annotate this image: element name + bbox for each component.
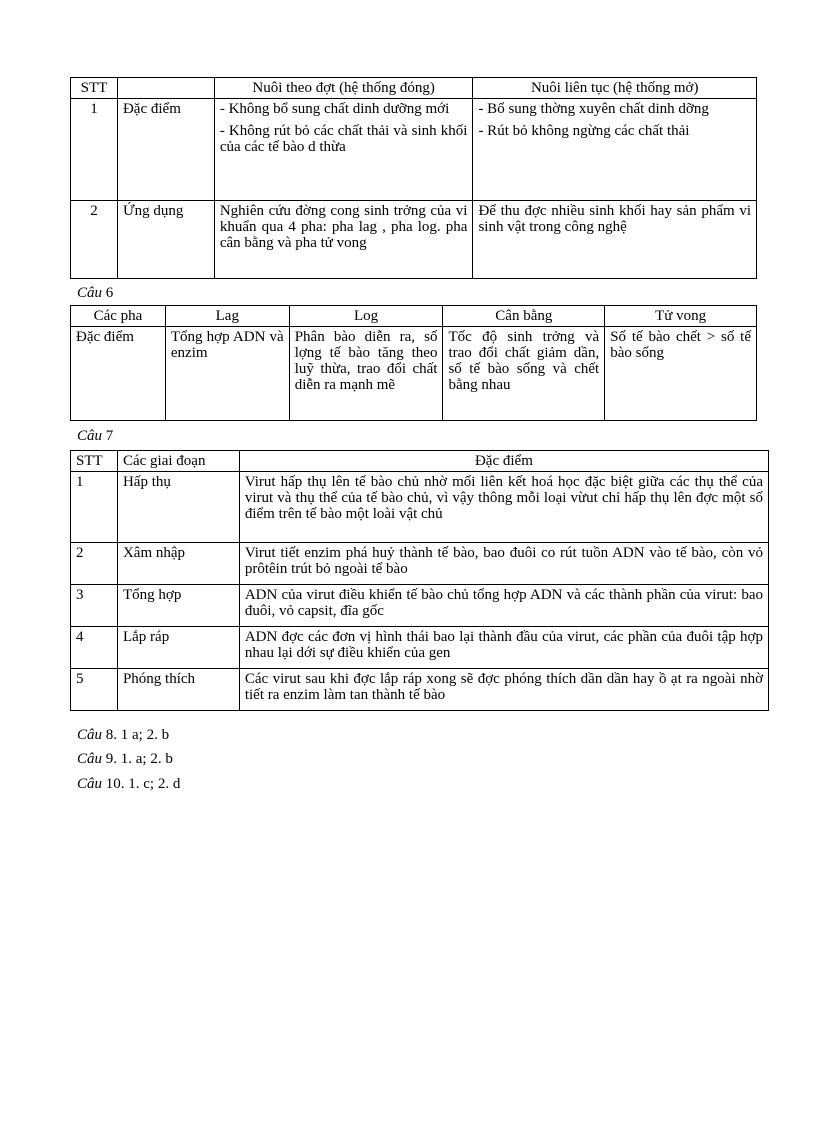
row-desc: Virut hấp thụ lên tế bào chủ nhờ mối liên kết hoá học đặc biệt giữa các thụ thể của virut và thụ thể của tế bào chủ, vì vậy thông mỗi loại vừut chỉ hấp thụ lên đợc một số điểm trên tế bào một loài vật chủ	[239, 472, 768, 543]
open-point: - Rút bỏ không ngừng các chất thải	[478, 123, 690, 139]
question-word: Câu	[77, 727, 103, 743]
open-cell	[473, 99, 757, 201]
header-phases: Các pha	[71, 306, 166, 327]
header-stt: STT	[71, 451, 118, 472]
growth-phase-table	[70, 305, 757, 421]
row-desc: ADN của virut điều khiển tế bào chủ tổng hợp ADN và các thành phần của virut: bao đuôi, vỏ capsit, đĩa gốc	[239, 585, 768, 627]
row-stt: 3	[71, 585, 118, 627]
row-stt: 2	[71, 201, 118, 279]
table-header-row	[71, 451, 769, 472]
stationary-cell: Tốc độ sinh trởng và trao đổi chất giảm dần, số tế bào sống và chết bằng nhau	[443, 327, 605, 421]
question-word: Câu	[77, 776, 103, 792]
closed-cell: Nghiên cứu đờng cong sinh trởng của vi khuẩn qua 4 pha: pha lag , pha log. pha cân bằng và pha tử vong	[214, 201, 473, 279]
header-death: Tử vong	[605, 306, 757, 327]
row-stage: Tổng hợp	[117, 585, 239, 627]
closed-point: - Không rút bỏ các chất thải và sinh khối của các tế bào d thừa	[219, 123, 468, 155]
row-stt: 1	[71, 99, 118, 201]
table-row	[71, 543, 769, 585]
question-number: 6	[105, 285, 114, 301]
open-cell: Để thu đợc nhiều sinh khối hay sản phẩm vi sinh vật trong công nghệ	[473, 201, 757, 279]
row-stt: 1	[71, 472, 118, 543]
header-blank	[117, 78, 214, 99]
row-stage: Lắp ráp	[117, 627, 239, 669]
row-stt: 4	[71, 627, 118, 669]
question-word: Câu	[77, 751, 103, 767]
closed-point: - Không bổ sung chất dinh dưỡng mới	[219, 101, 450, 117]
row-label: Đặc điểm	[117, 99, 214, 201]
header-open-system: Nuôi liên tục (hệ thống mở)	[473, 78, 757, 99]
table-header-row	[71, 78, 757, 99]
question-word: Câu	[77, 285, 103, 301]
open-point: - Bổ sung thờng xuyên chất dinh dỡng	[478, 101, 709, 117]
table-row	[71, 585, 769, 627]
header-log: Log	[289, 306, 443, 327]
answer-10	[77, 776, 180, 793]
death-cell: Số tế bào chết > số tế bào sống	[605, 327, 757, 421]
row-stage: Phóng thích	[117, 669, 239, 711]
header-stages: Các giai đoạn	[117, 451, 239, 472]
header-lag: Lag	[165, 306, 289, 327]
answer-text: 9. 1. a; 2. b	[105, 751, 173, 767]
header-closed-system: Nuôi theo đợt (hệ thống đóng)	[214, 78, 473, 99]
row-stage: Hấp thụ	[117, 472, 239, 543]
answer-text: 10. 1. c; 2. d	[105, 776, 181, 792]
table-row	[71, 99, 757, 201]
question-number: 7	[105, 428, 114, 444]
header-features: Đặc điểm	[239, 451, 768, 472]
header-stt: STT	[71, 78, 118, 99]
answer-text: 8. 1 a; 2. b	[105, 727, 170, 743]
question-6-label	[77, 285, 113, 302]
question-7-label	[77, 428, 113, 445]
row-desc: Virut tiết enzim phá huỷ thành tế bào, bao đuôi co rút tuồn ADN vào tế bào, còn vỏ prôtêin trút bỏ ngoài tế bào	[239, 543, 768, 585]
row-desc: ADN đợc các đơn vị hình thái bao lại thành đầu của virut, các phần của đuôi tập hợp nhau lại dới sự điều khiển của gen	[239, 627, 768, 669]
row-stage: Xâm nhập	[117, 543, 239, 585]
row-label: Đặc điểm	[71, 327, 166, 421]
row-stt: 5	[71, 669, 118, 711]
header-stationary: Cân bằng	[443, 306, 605, 327]
table-row	[71, 627, 769, 669]
answer-8	[77, 727, 169, 744]
table-row	[71, 201, 757, 279]
virus-cycle-table	[70, 450, 769, 711]
table-row	[71, 472, 769, 543]
row-stt: 2	[71, 543, 118, 585]
answer-9	[77, 751, 173, 768]
table-row	[71, 327, 757, 421]
log-cell: Phân bào diễn ra, số lợng tế bào tăng theo luỹ thừa, trao đổi chất diễn ra mạnh mẽ	[289, 327, 443, 421]
table-header-row	[71, 306, 757, 327]
table-row	[71, 669, 769, 711]
row-label: Ứng dụng	[117, 201, 214, 279]
closed-cell	[214, 99, 473, 201]
lag-cell: Tổng hợp ADN và enzim	[165, 327, 289, 421]
row-desc: Các virut sau khi đợc lắp ráp xong sẽ đợc phóng thích dần dần hay ồ ạt ra ngoài nhờ tiết ra enzim làm tan thành tế bào	[239, 669, 768, 711]
question-word: Câu	[77, 428, 103, 444]
culture-comparison-table	[70, 77, 757, 279]
